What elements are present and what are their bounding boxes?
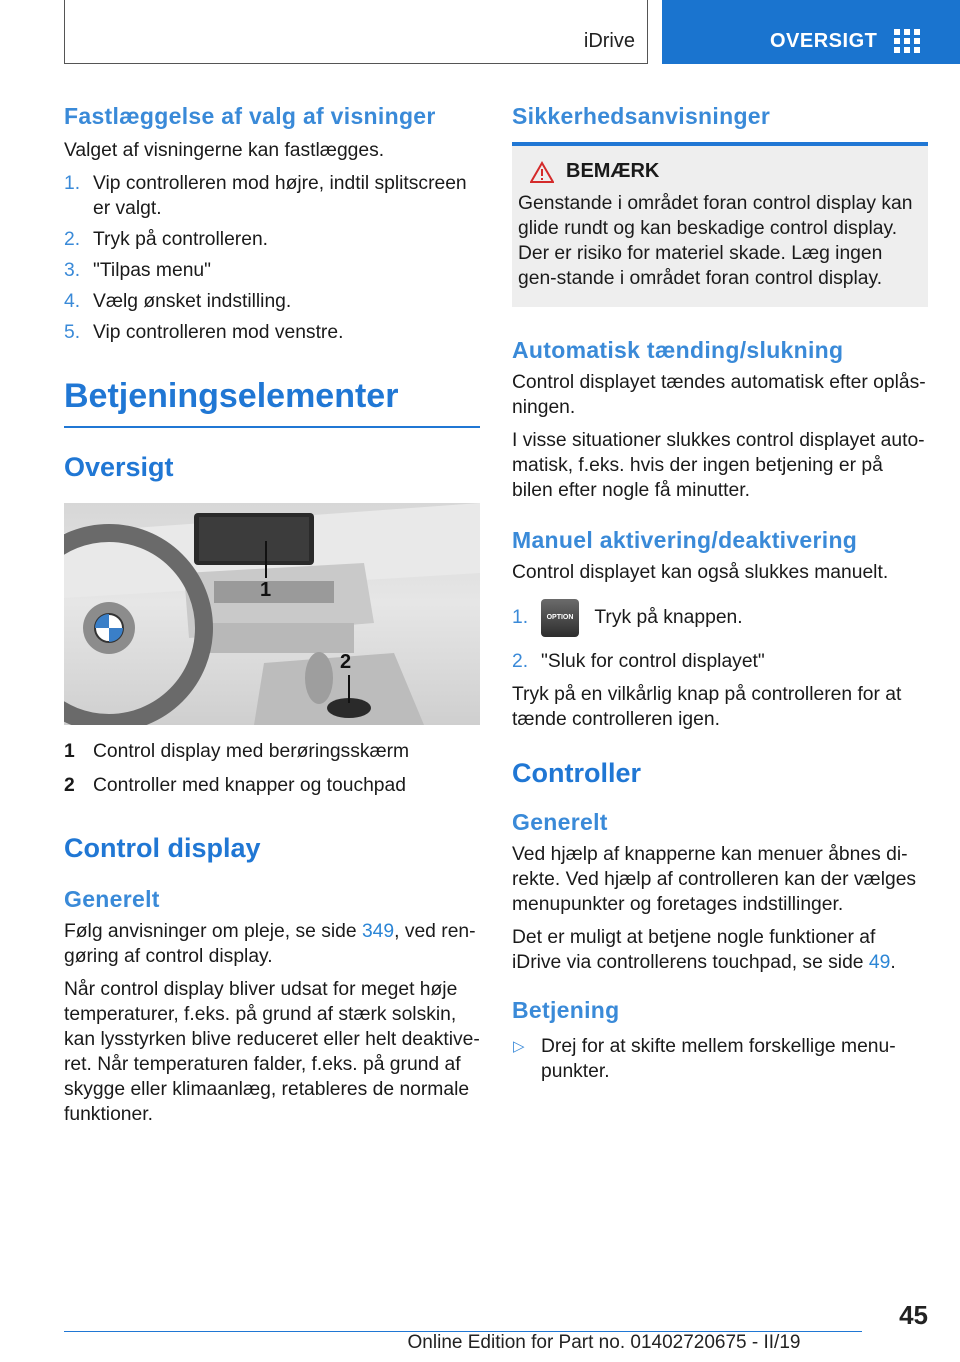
auto-paragraph-1: Control displayet tændes automatisk efter oplås-ningen. <box>512 372 926 418</box>
auto-paragraph-2: I visse situationer slukkes control displayet auto-matisk, f.eks. hvis der ingen betjening er på bilen efter nogle få minutter. <box>512 430 925 501</box>
general-paragraph-1: Følg anvisninger om pleje, se side 349, ved ren-gøring af control display. <box>64 921 476 967</box>
title-rule <box>64 426 480 428</box>
grid-menu-icon[interactable] <box>894 29 920 53</box>
right-column <box>512 100 928 1084</box>
triangle-bullet-icon: ▷ <box>513 1038 525 1056</box>
cockpit-photo <box>64 503 480 725</box>
step-item: 1. OPTION Tryk på knappen. <box>512 599 928 637</box>
controller-paragraph-1: Ved hjælp af knapperne kan menuer åbnes di-rekte. Ved hjælp af controlleren kan der vælges menupunkter og foretages indstillinger. <box>512 844 917 916</box>
legend-text: Controller med knapper og touchpad <box>93 775 406 796</box>
photo-label-1: 1 <box>260 579 272 601</box>
operation-heading: Betjening <box>512 997 620 1024</box>
header-section-label: iDrive <box>583 30 635 52</box>
manual-steps <box>512 599 928 674</box>
controller-general-heading: Generelt <box>512 809 608 836</box>
controller-paragraph-2: Det er muligt at betjene nogle funktioner af iDrive via controllerens touchpad, se side 49. <box>512 927 896 974</box>
step-item: 5. Vip controlleren mod venstre. <box>64 322 344 343</box>
left-column <box>64 100 480 1127</box>
general-heading: Generelt <box>64 886 160 912</box>
step-item: 1. Vip controlleren mod højre, indtil splitscreen er valgt. <box>64 173 467 219</box>
notice-text: Genstande i området foran control display kan glide rundt og kan beskadige control display. Der er risiko for materiel skade. Læg ingen gen-stande i området foran control display. <box>518 193 913 289</box>
fix-views-heading: Fastlæggelse af valg af visninger <box>64 103 436 129</box>
photo-label-2: 2 <box>340 651 352 673</box>
step-item: 4. Vælg ønsket indstilling. <box>64 291 292 312</box>
header-chapter-label: OVERSIGT <box>770 30 878 52</box>
page-link[interactable]: 49 <box>868 952 891 974</box>
fix-views-intro: Valget af visningerne kan fastlægges. <box>64 140 385 161</box>
page-number: 45 <box>899 1300 928 1330</box>
control-display-heading: Control display <box>64 833 261 863</box>
fix-views-steps <box>64 171 480 345</box>
overview-heading: Oversigt <box>64 452 174 482</box>
notice-title <box>530 160 922 183</box>
notice-label: BEMÆRK <box>566 160 660 182</box>
step-item: 2. "Sluk for control displayet" <box>512 651 765 673</box>
step-item: 2. Tryk på controlleren. <box>64 229 269 250</box>
manual-heading: Manuel aktivering/deaktivering <box>512 527 858 553</box>
auto-heading: Automatisk tænding/slukning <box>512 337 844 363</box>
safety-heading: Sikkerhedsanvisninger <box>512 103 771 129</box>
legend-text: Control display med berøringsskærm <box>93 741 410 762</box>
operation-list <box>512 1034 928 1084</box>
list-item: ▷ Drej for at skifte mellem forskellige menu-punkter. <box>513 1036 896 1083</box>
warning-icon <box>530 161 554 183</box>
manual-paragraph-1: Control displayet kan også slukkes manuelt. <box>512 562 889 583</box>
footer-edition: Online Edition for Part no. 01402720675 - II/19 <box>407 1332 801 1353</box>
main-title: Betjeningselementer <box>64 377 399 415</box>
general-paragraph-2: Når control display bliver udsat for meget høje temperaturer, f.eks. på grund af stærk solskin, kan lysstyrken blive reduceret eller helt deaktive-ret. Når temperaturen falder, f.eks. på grund af skygge eller klimaanlæg, retableres de normale funktioner. <box>64 979 480 1125</box>
photo-legend <box>64 739 480 798</box>
header-chapter-tab[interactable] <box>662 0 960 64</box>
legend-num: 2 <box>64 775 75 796</box>
controller-heading: Controller <box>512 758 642 789</box>
page-link[interactable]: 349 <box>361 921 395 942</box>
notice-box <box>512 146 928 307</box>
step-item: 3. "Tilpas menu" <box>64 260 211 281</box>
legend-num: 1 <box>64 741 75 762</box>
manual-paragraph-2: Tryk på en vilkårlig knap på controlleren for at tænde controlleren igen. <box>512 684 902 731</box>
header-section-tab <box>64 0 648 64</box>
cockpit-illustration <box>64 503 480 725</box>
option-button-icon: OPTION <box>541 599 579 637</box>
